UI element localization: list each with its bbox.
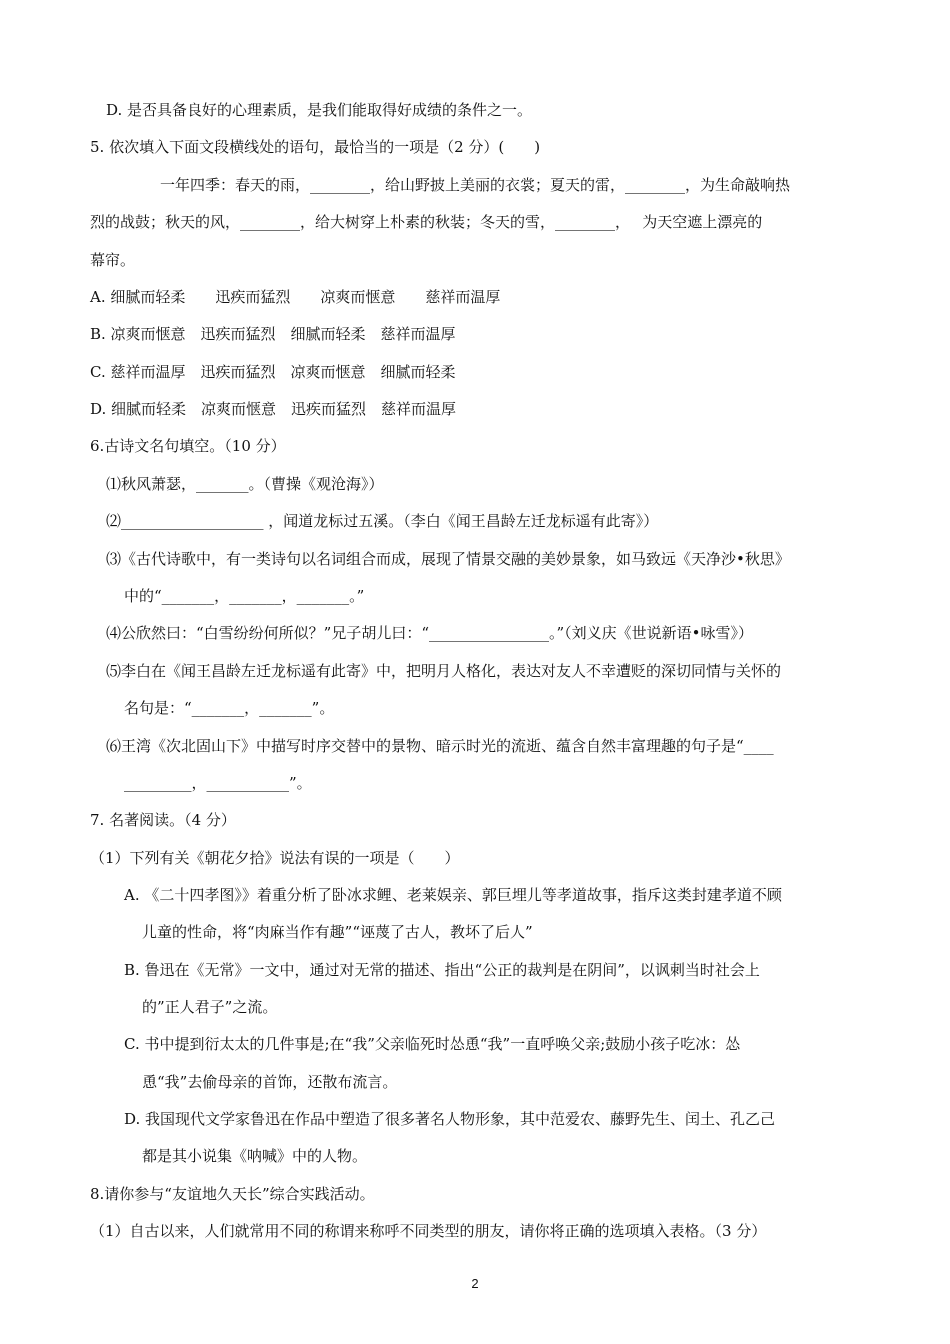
q7-option-b-continued: 的”正人君子”之流。 <box>142 998 278 1016</box>
q6-item-3: ⑶《古代诗歌中，有一类诗句以名词组合而成，展现了情景交融的美妙景象，如马致远《天净沙•秋思》 <box>106 550 790 568</box>
q7-option-b: B. 鲁迅在《无常》一文中，通过对无常的描述、指出“公正的裁判是在阴间”，以讽刺当时社会上 <box>124 961 760 979</box>
q6-item-5-continued: 名句是：“_______，_______”。 <box>124 699 335 717</box>
q5-passage-line-2: 烈的战鼓；秋天的风，________，给大树穿上朴素的秋装；冬天的雪，________， 为天空遮上漂亮的 <box>90 213 763 231</box>
q7-option-c: C. 书中提到衍太太的几件事是;在“我”父亲临死时怂恿“我”一直呼唤父亲;鼓励小孩子吃冰：怂 <box>124 1035 741 1053</box>
q5-heading: 5. 依次填入下面文段横线处的语句，最恰当的一项是（2 分）( ) <box>90 138 541 156</box>
q6-item-2: ⑵___________________ ，闻道龙标过五溪。（李白《闻王昌龄左迁龙标遥有此寄》） <box>106 512 659 530</box>
q6-item-4: ⑷公欣然曰：“白雪纷纷何所似？”兄子胡儿曰：“________________。”（刘义庆《世说新语•咏雪》） <box>106 624 754 642</box>
q5-option-d: D. 细腻而轻柔 凉爽而惬意 迅疾而猛烈 慈祥而温厚 <box>90 400 457 418</box>
q7-heading: 7. 名著阅读。（4 分） <box>90 811 236 829</box>
q6-heading: 6.古诗文名句填空。（10 分） <box>90 437 286 455</box>
q5-passage-line-3: 幕帘。 <box>90 251 136 269</box>
q8-heading: 8.请你参与“友谊地久天长”综合实践活动。 <box>90 1185 375 1203</box>
q5-option-b: B. 凉爽而惬意 迅疾而猛烈 细腻而轻柔 慈祥而温厚 <box>90 325 456 343</box>
q6-item-6: ⑹王湾《次北固山下》中描写时序交替中的景物、暗示时光的流逝、蕴含自然丰富理趣的句子是“____ <box>106 737 774 755</box>
q7-sub-1: （1）下列有关《朝花夕拾》说法有误的一项是（ ） <box>90 849 460 867</box>
q4-option-d: D. 是否具备良好的心理素质，是我们能取得好成绩的条件之一。 <box>106 101 533 119</box>
page-number: 2 <box>471 1276 479 1291</box>
q7-option-d: D. 我国现代文学家鲁迅在作品中塑造了很多著名人物形象，其中范爱农、藤野先生、闰土、孔乙己 <box>124 1110 776 1128</box>
q5-passage-line-1: 一年四季：春天的雨，________，给山野披上美丽的衣裳；夏天的雷，________，为生命敲响热 <box>160 176 791 194</box>
q6-item-6-continued: _________，___________”。 <box>124 774 312 792</box>
q7-option-a: A. 《二十四孝图》》着重分析了卧冰求鲤、老莱娱亲、郭巨埋儿等孝道故事，指斥这类封建孝道不顾 <box>124 886 782 904</box>
q6-item-1: ⑴秋风萧瑟，_______。（曹操《观沧海》） <box>106 475 384 493</box>
q7-option-c-continued: 恿“我”去偷母亲的首饰，还散布流言。 <box>142 1073 398 1091</box>
q5-option-a: A. 细腻而轻柔 迅疾而猛烈 凉爽而惬意 慈祥而温厚 <box>90 288 501 306</box>
q8-sub-1: （1）自古以来，人们就常用不同的称谓来称呼不同类型的朋友，请你将正确的选项填入表格。（3 分） <box>90 1222 767 1240</box>
q7-option-a-continued: 儿童的性命，将“肉麻当作有趣”“诬蔑了古人，教坏了后人” <box>142 923 533 941</box>
q6-item-5: ⑸李白在《闻王昌龄左迁龙标遥有此寄》中，把明月人格化，表达对友人不幸遭贬的深切同情与关怀的 <box>106 662 782 680</box>
q5-option-c: C. 慈祥而温厚 迅疾而猛烈 凉爽而惬意 细腻而轻柔 <box>90 363 456 381</box>
q7-option-d-continued: 都是其小说集《呐喊》中的人物。 <box>142 1147 368 1165</box>
q6-item-3-continued: 中的“_______，_______，_______。” <box>124 587 365 605</box>
